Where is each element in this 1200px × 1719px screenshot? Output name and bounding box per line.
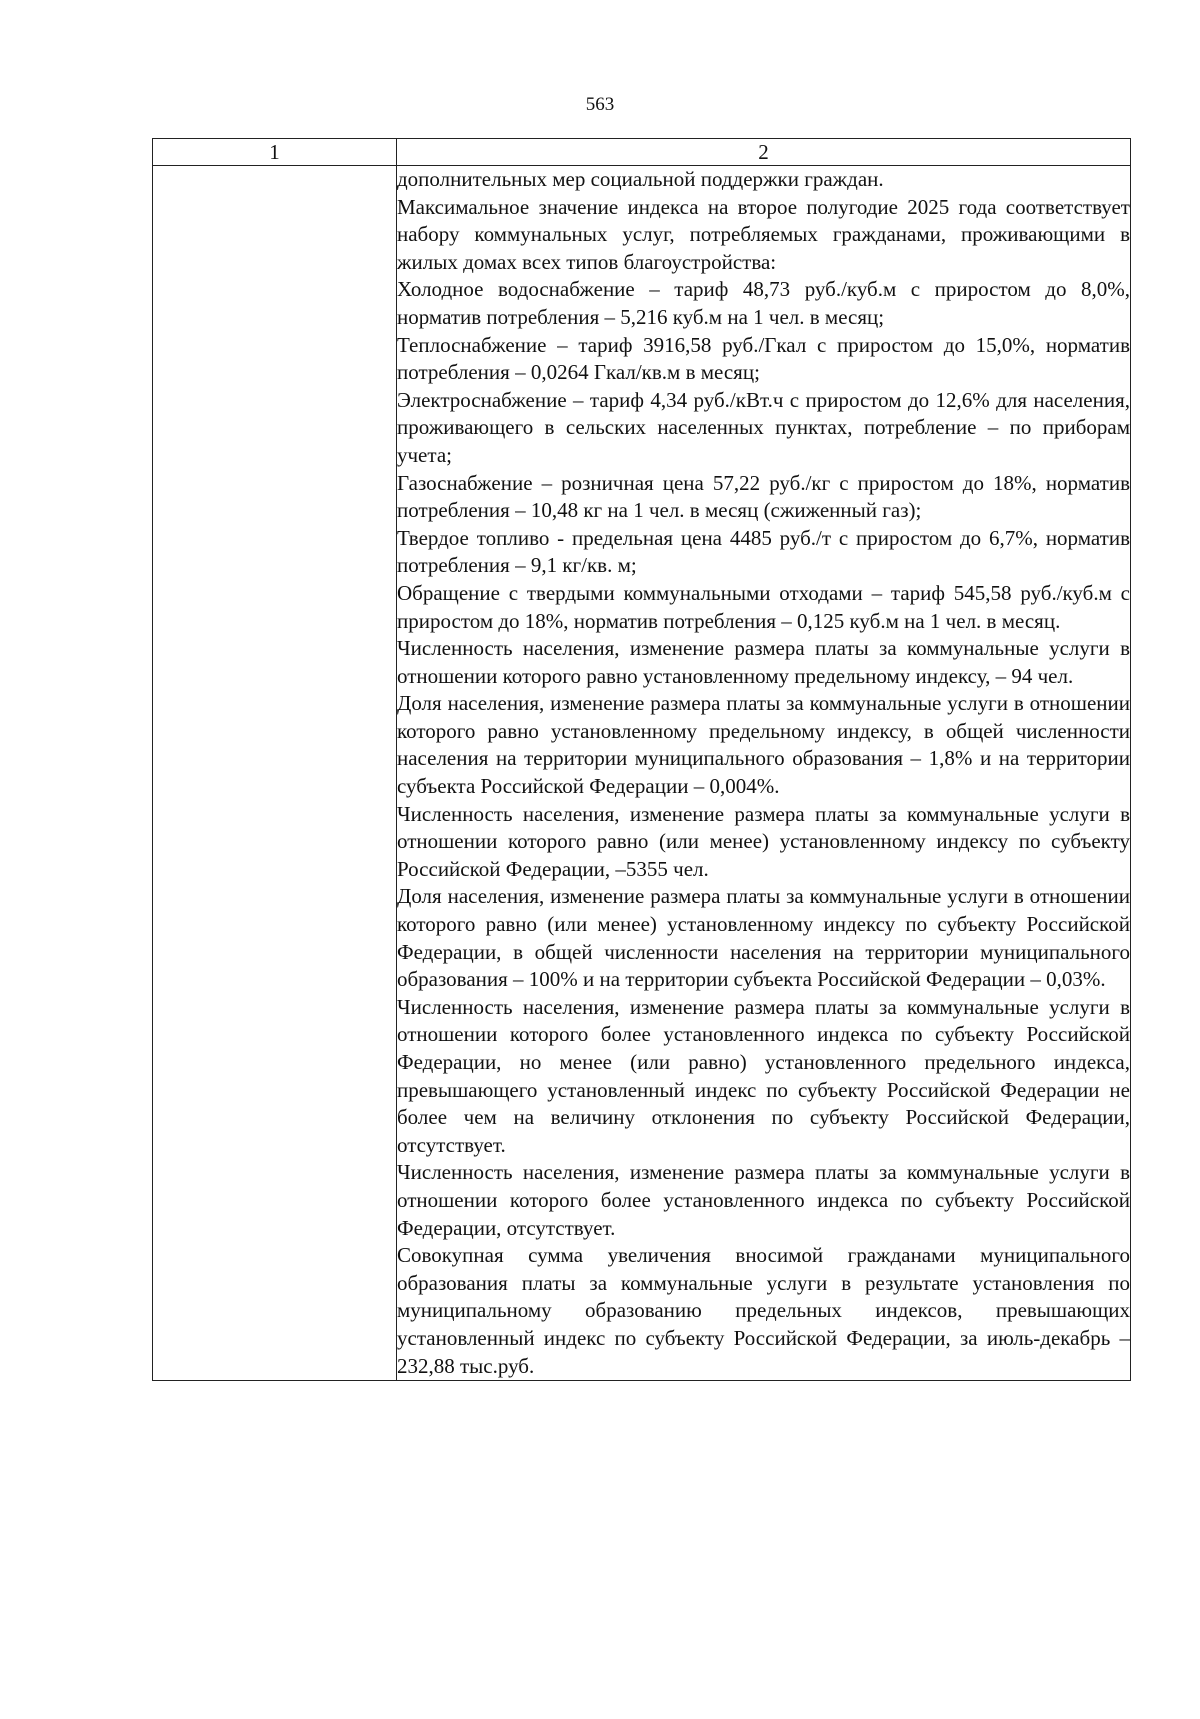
paragraph-continuation: дополнительных мер социальной поддержки граждан. — [397, 167, 884, 191]
paragraph-total-sum: Совокупная сумма увеличения вносимой гражданами муниципального образования платы за коммунальные услуги в результате установления по муниципальному образованию предельных индексов, превышающих установленный индекс по субъекту Российской Федерации, за июль-декабрь – 232,88 тыс.руб. — [397, 1243, 1130, 1378]
paragraph-heating: Теплоснабжение – тариф 3916,58 руб./Гкал с приростом до 15,0%, норматив потребления – 0,0264 Гкал/кв.м в месяц; — [397, 332, 1130, 385]
paragraph-max-index: Максимальное значение индекса на второе полугодие 2025 года соответствует набору коммунальных услуг, потребляемых гражданами, проживающими в жилых домах всех типов благоустройства: — [397, 194, 1130, 274]
paragraph-waste: Обращение с твердыми коммунальными отходами – тариф 545,58 руб./куб.м с приростом до 18%, норматив потребления – 0,125 куб.м на 1 чел. в месяц. — [397, 580, 1130, 633]
paragraph-population-more: Численность населения, изменение размера платы за коммунальные услуги в отношении которого более установленного индекса по субъекту Российской Федерации, отсутствует. — [397, 1160, 1130, 1240]
paragraph-cold-water: Холодное водоснабжение – тариф 48,73 руб./куб.м с приростом до 8,0%, норматив потребления – 5,216 куб.м на 1 чел. в месяц; — [397, 277, 1130, 329]
document-table — [152, 138, 1131, 1381]
paragraph-solid-fuel: Твердое топливо - предельная цена 4485 руб./т с приростом до 6,7%, норматив потребления – 9,1 кг/кв. м; — [397, 525, 1130, 578]
paragraph-electricity: Электроснабжение – тариф 4,34 руб./кВт.ч с приростом до 12,6% для населения, проживающего в сельских населенных пунктах, потребление – по приборам учета; — [397, 387, 1130, 467]
paragraph-share-equal: Доля населения, изменение размера платы за коммунальные услуги в отношении которого равно установленному предельному индексу, в общей численности населения на территории муниципального образования – 1,8% и на территории субъекта Российской Федерации – 0,004%. — [397, 691, 1130, 799]
paragraph-share-less: Доля населения, изменение размера платы за коммунальные услуги в отношении которого равно (или менее) установленному индексу по субъекту Российской Федерации, в общей численности населения на территории муниципального образования – 100% и на территории субъекта Российской Федерации – 0,03%. — [397, 884, 1130, 992]
paragraph-gas: Газоснабжение – розничная цена 57,22 руб./кг с приростом до 18%, норматив потребления – 10,48 кг на 1 чел. в месяц (сжиженный газ); — [397, 470, 1130, 523]
paragraph-population-between: Численность населения, изменение размера платы за коммунальные услуги в отношении которого более установленного индекса по субъекту Российской Федерации, но менее (или равно) установленного предельного индекса, превышающего установленный индекс по субъекту Российской Федерации не более чем на величину отклонения по субъекту Российской Федерации, отсутствует. — [397, 994, 1130, 1157]
page-number: 563 — [585, 94, 615, 115]
column-1-cell — [153, 166, 397, 1381]
column-header-2: 2 — [397, 139, 1131, 166]
table-row — [153, 166, 1131, 1381]
column-2-cell — [397, 166, 1131, 1381]
paragraph-population-equal: Численность населения, изменение размера платы за коммунальные услуги в отношении которого равно установленному предельному индексу, – 94 чел. — [397, 636, 1130, 688]
column-header-1: 1 — [153, 139, 397, 166]
table-header-row — [153, 139, 1131, 166]
paragraph-population-less: Численность населения, изменение размера платы за коммунальные услуги в отношении которого равно (или менее) установленному индексу по субъекту Российской Федерации, –5355 чел. — [397, 801, 1130, 881]
